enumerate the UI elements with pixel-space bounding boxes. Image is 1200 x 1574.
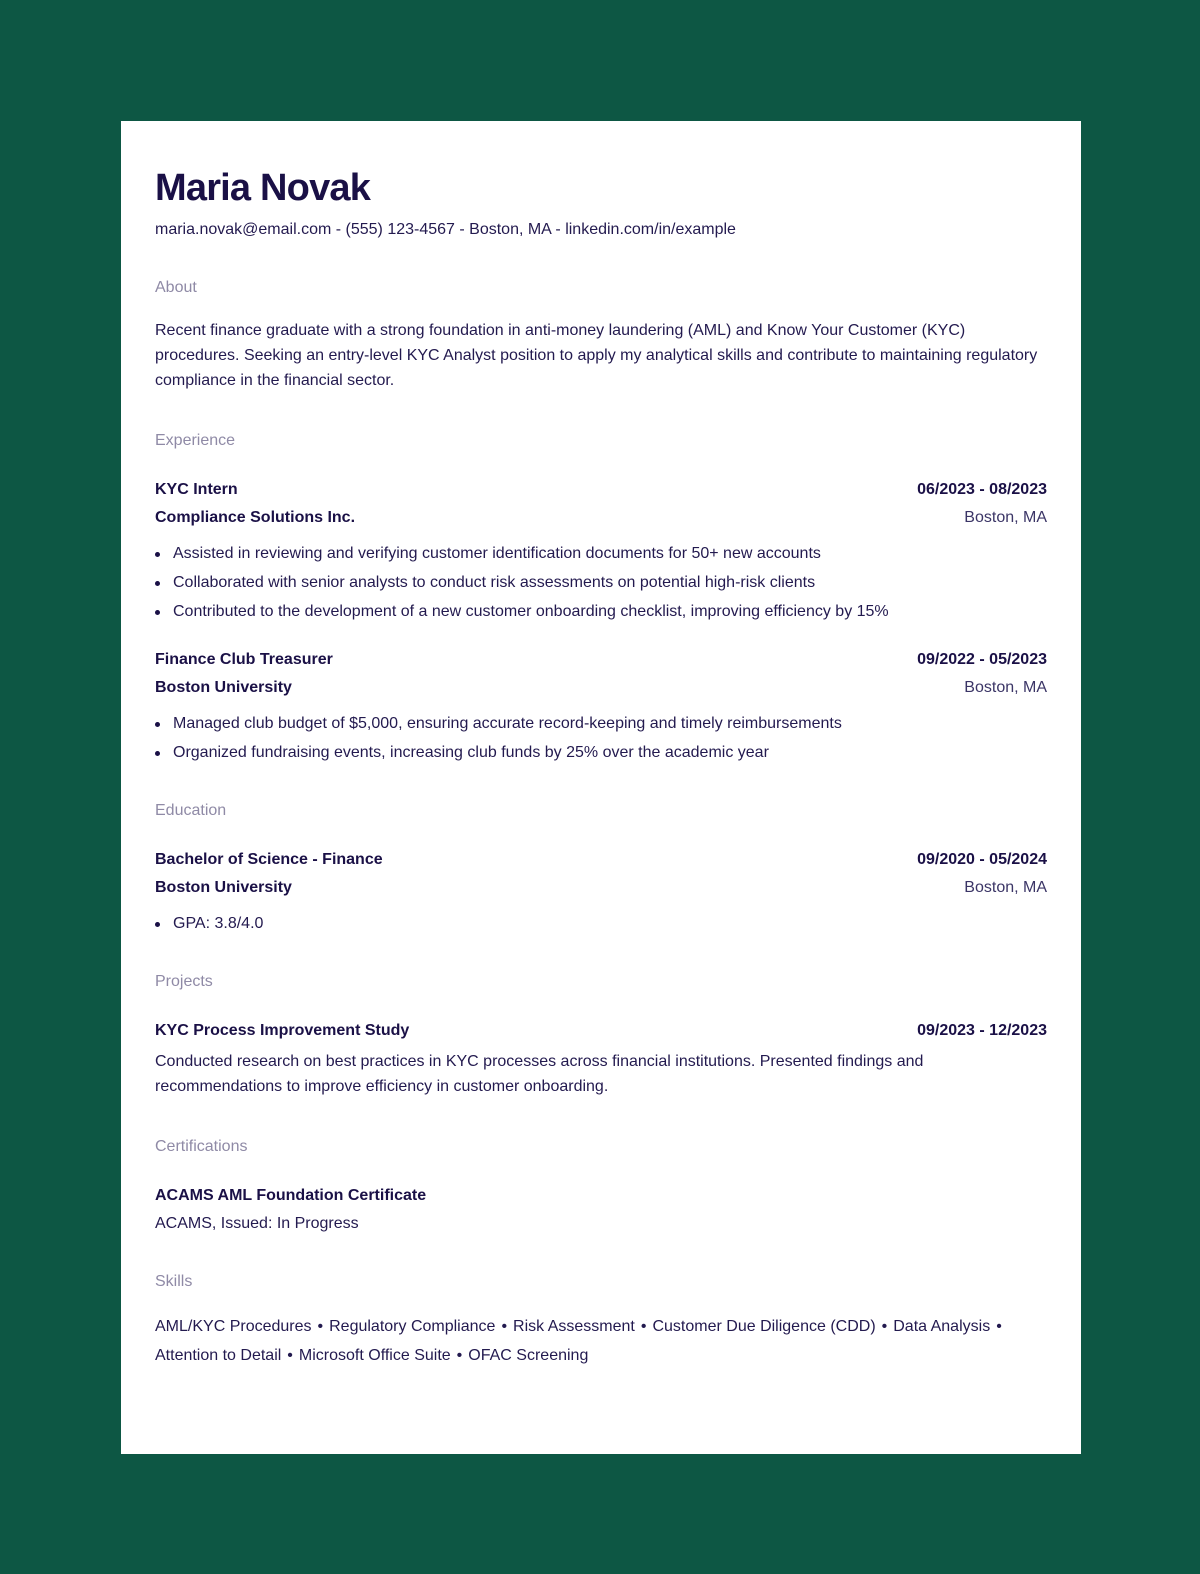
about-text: Recent finance graduate with a strong foundation in anti-money laundering (AML) and Know Your Customer (KYC) procedures. Seeking an entry-level KYC Analyst position to apply my analytical skills and contribute to maintaining regulatory compliance in the financial sector. [155, 322, 1038, 389]
bullet-item: Managed club budget of $5,000, ensuring accurate record-keeping and timely reimbursements [155, 714, 1047, 734]
skill-item: Risk Assessment [513, 1318, 635, 1335]
project-dates: 09/2023 - 12/2023 [917, 1022, 1047, 1039]
skill-item: Regulatory Compliance [329, 1318, 496, 1335]
experience-entry [155, 650, 1047, 763]
skill-item: Attention to Detail [155, 1347, 282, 1364]
job-dates: 06/2023 - 08/2023 [917, 481, 1047, 498]
section-title-projects: Projects [155, 973, 213, 990]
skill-separator: • [640, 1318, 647, 1335]
certification-issuer: ACAMS [155, 1215, 212, 1232]
bullet-item: Assisted in reviewing and verifying customer identification documents for 50+ new accounts [155, 544, 1047, 564]
section-title-certifications: Certifications [155, 1138, 248, 1155]
skill-item: Customer Due Diligence (CDD) [652, 1318, 876, 1335]
degree: Bachelor of Science - Finance [155, 851, 383, 868]
project-entry [155, 1021, 1047, 1099]
project-description: Conducted research on best practices in KYC processes across financial institutions. Presented findings and recommendations to improve efficiency in customer onboarding. [155, 1053, 924, 1095]
section-title-skills: Skills [155, 1273, 193, 1290]
certification-entry [155, 1186, 1047, 1234]
bullet-item: Collaborated with senior analysts to conduct risk assessments on potential high-risk clients [155, 573, 1047, 593]
skill-separator: • [456, 1347, 463, 1364]
school-location: Boston, MA [964, 879, 1047, 896]
job-title: Finance Club Treasurer [155, 651, 333, 668]
skill-separator: • [501, 1318, 508, 1335]
section-title-education: Education [155, 802, 227, 819]
bullet-item: Contributed to the development of a new customer onboarding checklist, improving efficiency by 15% [155, 602, 1047, 622]
education-dates: 09/2020 - 05/2024 [917, 851, 1047, 868]
skill-separator: • [996, 1318, 1002, 1335]
section-title-experience: Experience [155, 432, 236, 449]
candidate-name: Maria Novak [155, 167, 371, 209]
section-title-about: About [155, 279, 197, 296]
job-location: Boston, MA [964, 679, 1047, 696]
bullet-item: GPA: 3.8/4.0 [155, 914, 1047, 934]
job-dates: 09/2022 - 05/2023 [917, 651, 1047, 668]
skill-item: OFAC Screening [468, 1347, 589, 1364]
bullet-item: Organized fundraising events, increasing club funds by 25% over the academic year [155, 743, 1047, 763]
contact-line: maria.novak@email.com - (555) 123-4567 - Boston, MA - linkedin.com/in/example [155, 221, 736, 238]
education-bullets [155, 914, 1047, 934]
skill-item: Microsoft Office Suite [298, 1347, 451, 1364]
job-location: Boston, MA [964, 509, 1047, 526]
employer: Boston University [155, 679, 292, 696]
skills-list [155, 1312, 1047, 1370]
employer: Compliance Solutions Inc. [155, 509, 356, 526]
skill-item: AML/KYC Procedures [155, 1318, 312, 1335]
education-entry [155, 850, 1047, 934]
project-name: KYC Process Improvement Study [155, 1022, 410, 1039]
certification-status: , Issued: In Progress [211, 1215, 359, 1232]
resume-page [121, 121, 1081, 1454]
certification-name: ACAMS AML Foundation Certificate [155, 1187, 427, 1204]
job-bullets [155, 714, 1047, 763]
skill-item: Data Analysis [893, 1318, 991, 1335]
skill-separator: • [287, 1347, 293, 1364]
school: Boston University [155, 879, 292, 896]
experience-entry [155, 480, 1047, 622]
certification-details [155, 1214, 1047, 1234]
skill-separator: • [317, 1318, 324, 1335]
job-title: KYC Intern [155, 481, 238, 498]
skill-separator: • [881, 1318, 888, 1335]
job-bullets [155, 544, 1047, 622]
